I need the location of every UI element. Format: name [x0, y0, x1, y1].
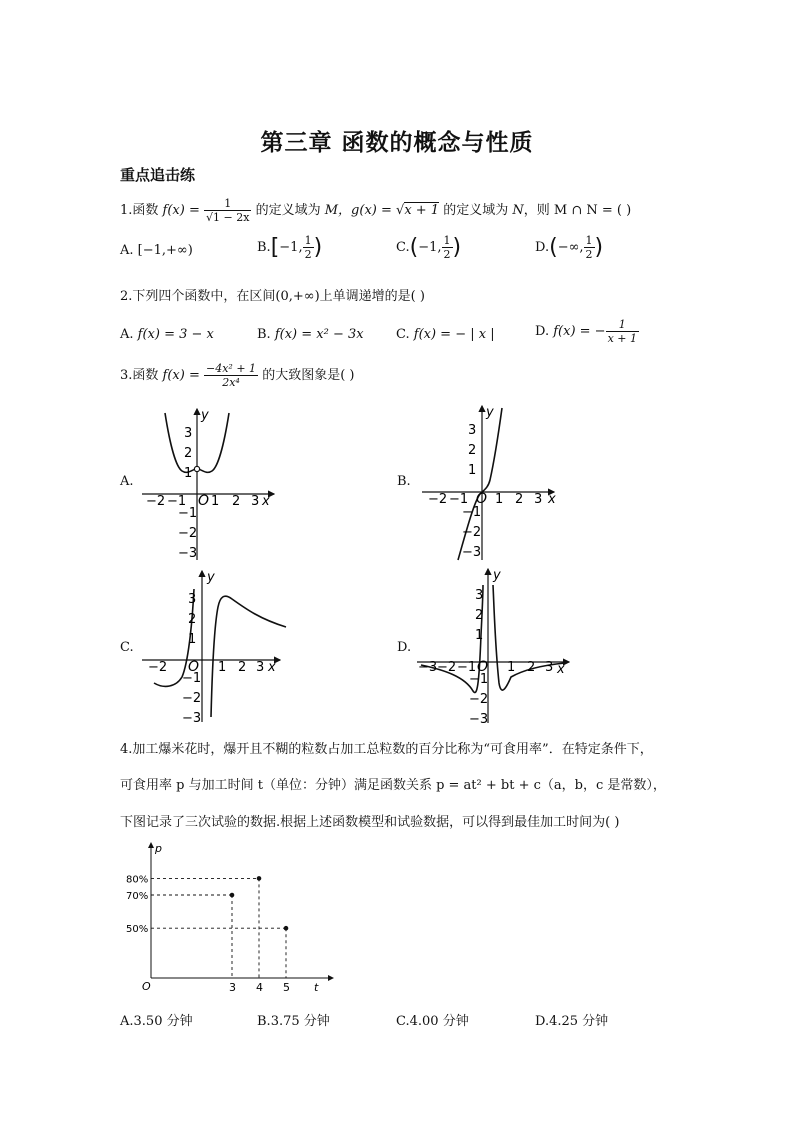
q1-radicand: 1 − 2x	[213, 211, 250, 224]
tick-x: 1	[218, 660, 227, 675]
tick-y: 3	[468, 423, 477, 438]
tick-y: 1	[468, 463, 477, 478]
y-label: y	[493, 568, 501, 583]
frac-num: 1	[606, 318, 639, 332]
data-point	[230, 893, 235, 898]
section-heading: 重点追击练	[120, 166, 196, 184]
q1-g-radicand: x + 1	[404, 203, 440, 218]
tick-x: 1	[211, 494, 220, 509]
tick-y: −1	[178, 506, 198, 521]
x-label: x	[262, 494, 270, 509]
tick-x: 3	[256, 660, 265, 675]
q4-option-a[interactable]	[120, 1010, 193, 1029]
option-label: C.	[396, 1014, 410, 1029]
q1-option-b[interactable]	[257, 234, 322, 261]
curve-right	[211, 596, 286, 717]
tick-y: −3	[178, 546, 198, 561]
q2-option-c[interactable]	[396, 327, 495, 342]
graph-c-label[interactable]: C.	[120, 640, 134, 655]
data-point	[257, 876, 262, 881]
q3-tail: 的大致图象是( )	[262, 368, 355, 383]
tick-x: −1	[167, 494, 187, 509]
graph-b[interactable]	[420, 402, 560, 564]
tick-y: −2	[182, 691, 202, 706]
tick-y: −1	[469, 672, 489, 687]
q1-sqrt: √x + 1	[396, 203, 440, 218]
graph-a[interactable]	[140, 405, 280, 563]
tick-x: 3	[229, 981, 236, 994]
q2-option-d[interactable]	[535, 318, 639, 345]
tick-x: 1	[507, 660, 516, 675]
tick-y: 3	[184, 426, 193, 441]
q1-tail: 的定义域为	[443, 203, 509, 218]
option-text: 4.25 分钟	[549, 1014, 609, 1029]
option-label: D.	[535, 324, 550, 339]
x-label: x	[268, 660, 276, 675]
option-bracket-left: (	[409, 235, 419, 260]
tick-y: 2	[188, 612, 197, 627]
question-4-line-3: 下图记录了三次试验的数据.根据上述函数模型和试验数据，可以得到最佳加工时间为( )	[120, 815, 620, 830]
q1-f-lhs: f(x) =	[162, 203, 200, 218]
q1-prefix: 1.函数	[120, 203, 159, 218]
q1-frac-num: 1	[204, 197, 251, 211]
option-text: f(x) = −	[553, 324, 606, 339]
question-4-line-2: 可食用率 p 与加工时间 t（单位：分钟）满足函数关系 p = at² + bt + c（a，b，c 是常数），	[120, 778, 666, 793]
graph-d-label[interactable]: D.	[397, 640, 412, 655]
tick-y: 3	[188, 592, 197, 607]
frac-num: −4x² + 1	[206, 362, 257, 375]
q1-option-c[interactable]	[396, 234, 461, 261]
tick-y: 80%	[126, 874, 149, 886]
option-label: A.	[120, 1014, 134, 1029]
tick-x: 2	[232, 494, 241, 509]
option-label: A.	[120, 243, 134, 258]
option-text: f(x) = 3 − x	[137, 327, 214, 342]
frac-den: 2x⁴	[222, 376, 240, 389]
tick-x: 2	[238, 660, 247, 675]
option-fraction	[303, 234, 314, 261]
page-title: 第三章 函数的概念与性质	[260, 130, 534, 156]
option-label: C.	[396, 240, 410, 255]
option-label: C.	[396, 327, 410, 342]
q2-option-b[interactable]	[257, 327, 364, 342]
option-text: [−1,+∞)	[137, 243, 193, 258]
frac-den: 2	[585, 248, 593, 261]
tick-x: −2	[148, 660, 168, 675]
option-fraction	[606, 318, 639, 345]
p-axis-label: p	[155, 842, 162, 855]
q1-frac-den: √1 − 2x	[206, 211, 250, 224]
tick-x: 5	[283, 981, 290, 994]
frac-den: 2	[304, 248, 312, 261]
tick-x: 4	[256, 981, 263, 994]
option-text: −∞,	[557, 240, 584, 255]
x-label: x	[548, 492, 556, 507]
q4-option-c[interactable]	[396, 1010, 469, 1029]
q1-set-m: M	[324, 203, 339, 218]
option-fraction	[584, 234, 595, 261]
q1-fraction	[204, 197, 251, 224]
q3-f-lhs: f(x) =	[162, 368, 200, 383]
question-4-line-1: 4.加工爆米花时，爆开且不糊的粒数占加工总粒数的百分比称为“可食用率”．在特定条件下，	[120, 742, 653, 757]
option-label: D.	[535, 240, 550, 255]
frac-num: 1	[443, 234, 451, 247]
tick-x: 3	[545, 660, 554, 675]
option-text: 3.50 分钟	[133, 1014, 193, 1029]
tick-y: 1	[475, 628, 484, 643]
q4-option-d[interactable]	[535, 1010, 608, 1029]
tick-y: −2	[178, 526, 198, 541]
tick-y: 3	[475, 588, 484, 603]
origin-label: O	[476, 491, 488, 507]
frac-num: 1	[304, 234, 312, 247]
option-fraction	[442, 234, 453, 261]
y-label: y	[207, 570, 215, 585]
tick-y: −3	[182, 711, 202, 725]
tick-x: 1	[495, 492, 504, 507]
tick-y: −1	[462, 505, 482, 520]
question-3-stem	[120, 362, 354, 389]
tick-y: 2	[475, 608, 484, 623]
y-label: y	[486, 405, 494, 420]
q3-prefix: 3.函数	[120, 368, 159, 383]
option-text: 3.75 分钟	[270, 1014, 330, 1029]
option-bracket-left: (	[549, 235, 558, 260]
tick-y: −3	[462, 545, 482, 560]
q1-end: ，则 M ∩ N = ( )	[523, 203, 632, 218]
tick-x: 2	[515, 492, 524, 507]
option-label: B.	[257, 1014, 271, 1029]
tick-y: 50%	[126, 924, 149, 936]
graph-d[interactable]	[415, 565, 575, 727]
tick-x: 3	[534, 492, 543, 507]
option-bracket-right: )	[594, 235, 604, 260]
tick-x: −1	[457, 660, 477, 675]
tick-y: −1	[182, 671, 202, 686]
option-label: D.	[535, 1014, 550, 1029]
origin-label: O	[198, 493, 210, 509]
data-point	[284, 926, 289, 931]
q1-mid: 的定义域为	[255, 203, 321, 218]
q2-option-a[interactable]	[120, 327, 214, 342]
tick-x: −2	[437, 660, 457, 675]
tick-x: −2	[146, 494, 166, 509]
q1-option-a[interactable]	[120, 243, 193, 258]
option-text: −1,	[279, 240, 303, 255]
origin-label: O	[188, 659, 200, 675]
option-bracket-right: )	[313, 235, 323, 260]
option-bracket-left: [	[270, 235, 280, 260]
q4-chart	[118, 838, 343, 998]
q1-option-d[interactable]	[535, 234, 603, 261]
q3-fraction	[204, 362, 258, 389]
tick-y: 2	[468, 443, 477, 458]
tick-x: −3	[418, 660, 438, 675]
q1-set-n: N	[512, 203, 524, 218]
frac-num: 1	[585, 234, 593, 247]
q4-option-b[interactable]	[257, 1010, 330, 1029]
tick-y: 2	[184, 446, 193, 461]
tick-x: −1	[449, 492, 469, 507]
graph-b-label[interactable]: B.	[397, 474, 411, 489]
origin-label: O	[142, 980, 151, 993]
tick-x: −2	[428, 492, 448, 507]
t-axis-label: t	[314, 981, 319, 994]
open-point	[194, 466, 199, 471]
tick-y: 1	[184, 466, 193, 481]
option-text: f(x) = − | x |	[413, 327, 495, 342]
question-2-stem: 2.下列四个函数中，在区间(0,+∞)上单调递增的是( )	[120, 289, 425, 304]
option-text: 4.00 分钟	[409, 1014, 469, 1029]
option-bracket-right: )	[452, 235, 462, 260]
frac-den: 2	[443, 248, 451, 261]
option-text: −1,	[418, 240, 442, 255]
option-text: f(x) = x² − 3x	[274, 327, 364, 342]
option-label: A.	[120, 327, 134, 342]
graph-a-label[interactable]: A.	[120, 474, 134, 489]
tick-y: 70%	[126, 891, 149, 902]
graph-c[interactable]	[140, 567, 290, 725]
x-label: x	[557, 662, 565, 677]
y-label: y	[201, 408, 209, 423]
q1-g-lhs: ，g(x) =	[338, 203, 392, 218]
tick-y: −3	[469, 712, 489, 727]
option-label: B.	[257, 327, 271, 342]
frac-den: x + 1	[607, 332, 637, 345]
tick-y: 1	[188, 632, 197, 647]
tick-x: 2	[527, 660, 536, 675]
origin-label: O	[477, 659, 489, 675]
tick-x: 3	[251, 494, 260, 509]
tick-y: −2	[462, 525, 482, 540]
tick-y: −2	[469, 692, 489, 707]
question-1-stem	[120, 197, 631, 224]
option-label: B.	[257, 240, 271, 255]
